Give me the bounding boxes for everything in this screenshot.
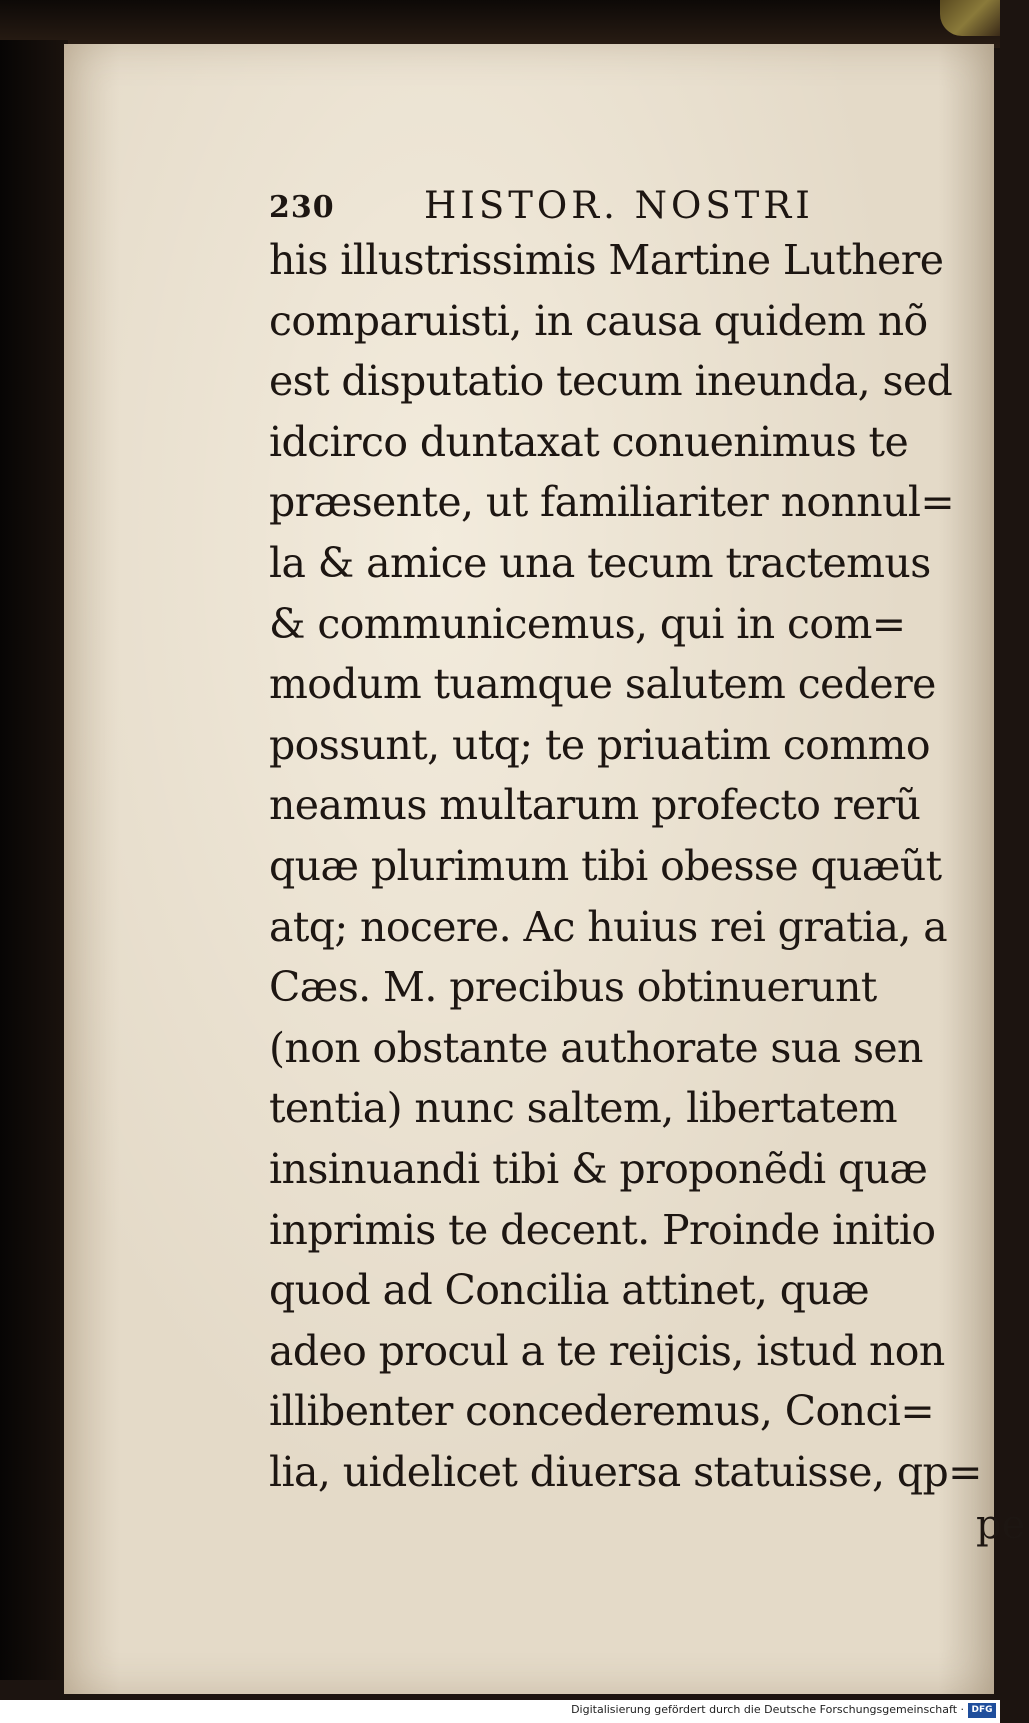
book-page — [64, 44, 1026, 1694]
text-line: quod ad Concilia attinet, quæ — [269, 1266, 870, 1315]
text-line: insinuandi tibi & proponẽdi quæ — [269, 1144, 928, 1193]
book-top-edge — [0, 0, 1000, 48]
text-line: illibenter concederemus, Conci= — [269, 1387, 935, 1436]
text-line: neamus multarum profecto rerũ — [269, 781, 921, 830]
funding-credit: Digitalisierung gefördert durch die Deutsche Forschungsgemeinschaft · — [571, 1703, 964, 1716]
text-line: præsente, ut familiariter nonnul= — [269, 478, 955, 527]
corner-ribbon — [940, 0, 1000, 36]
book-gutter-shadow — [0, 40, 68, 1680]
text-line: lia, uidelicet diuersa statuisse, qp= — [269, 1447, 982, 1496]
text-line: & communicemus, qui in com= — [269, 599, 906, 648]
text-line: his illustrissimis Martine Luthere — [269, 236, 944, 284]
dfg-logo-icon: DFG — [968, 1703, 996, 1718]
text-line: (non obstante authorate sua sen — [269, 1023, 923, 1072]
running-head: HISTOR. NOSTRI — [424, 184, 814, 227]
text-line: tentia) nunc saltem, libertatem — [269, 1084, 897, 1133]
text-line: adeo procul a te reijcis, istud non — [269, 1326, 945, 1375]
body-text — [269, 230, 1029, 1502]
text-line: possunt, utq; te priuatim commo — [269, 720, 930, 769]
text-line: comparuisti, in causa quidem nõ — [269, 296, 928, 345]
digitization-footer — [0, 1700, 1000, 1723]
page-number: 230 — [269, 190, 335, 225]
text-line: Cæs. M. precibus obtinuerunt — [269, 963, 877, 1012]
text-line: la & amice una tecum tractemus — [269, 538, 931, 587]
text-line: modum tuamque salutem cedere — [269, 660, 936, 709]
text-line: inprimis te decent. Proinde initio — [269, 1205, 936, 1254]
text-line: idcirco duntaxat conuenimus te — [269, 417, 909, 466]
text-line: quæ plurimum tibi obesse quæũt — [269, 841, 942, 890]
text-line: est disputatio tecum ineunda, sed — [269, 357, 953, 406]
catchword: pe — [976, 1502, 1026, 1548]
text-line: atq; nocere. Ac huius rei gratia, a — [269, 902, 948, 951]
text-block — [269, 184, 1029, 1502]
page-header — [269, 184, 1029, 228]
